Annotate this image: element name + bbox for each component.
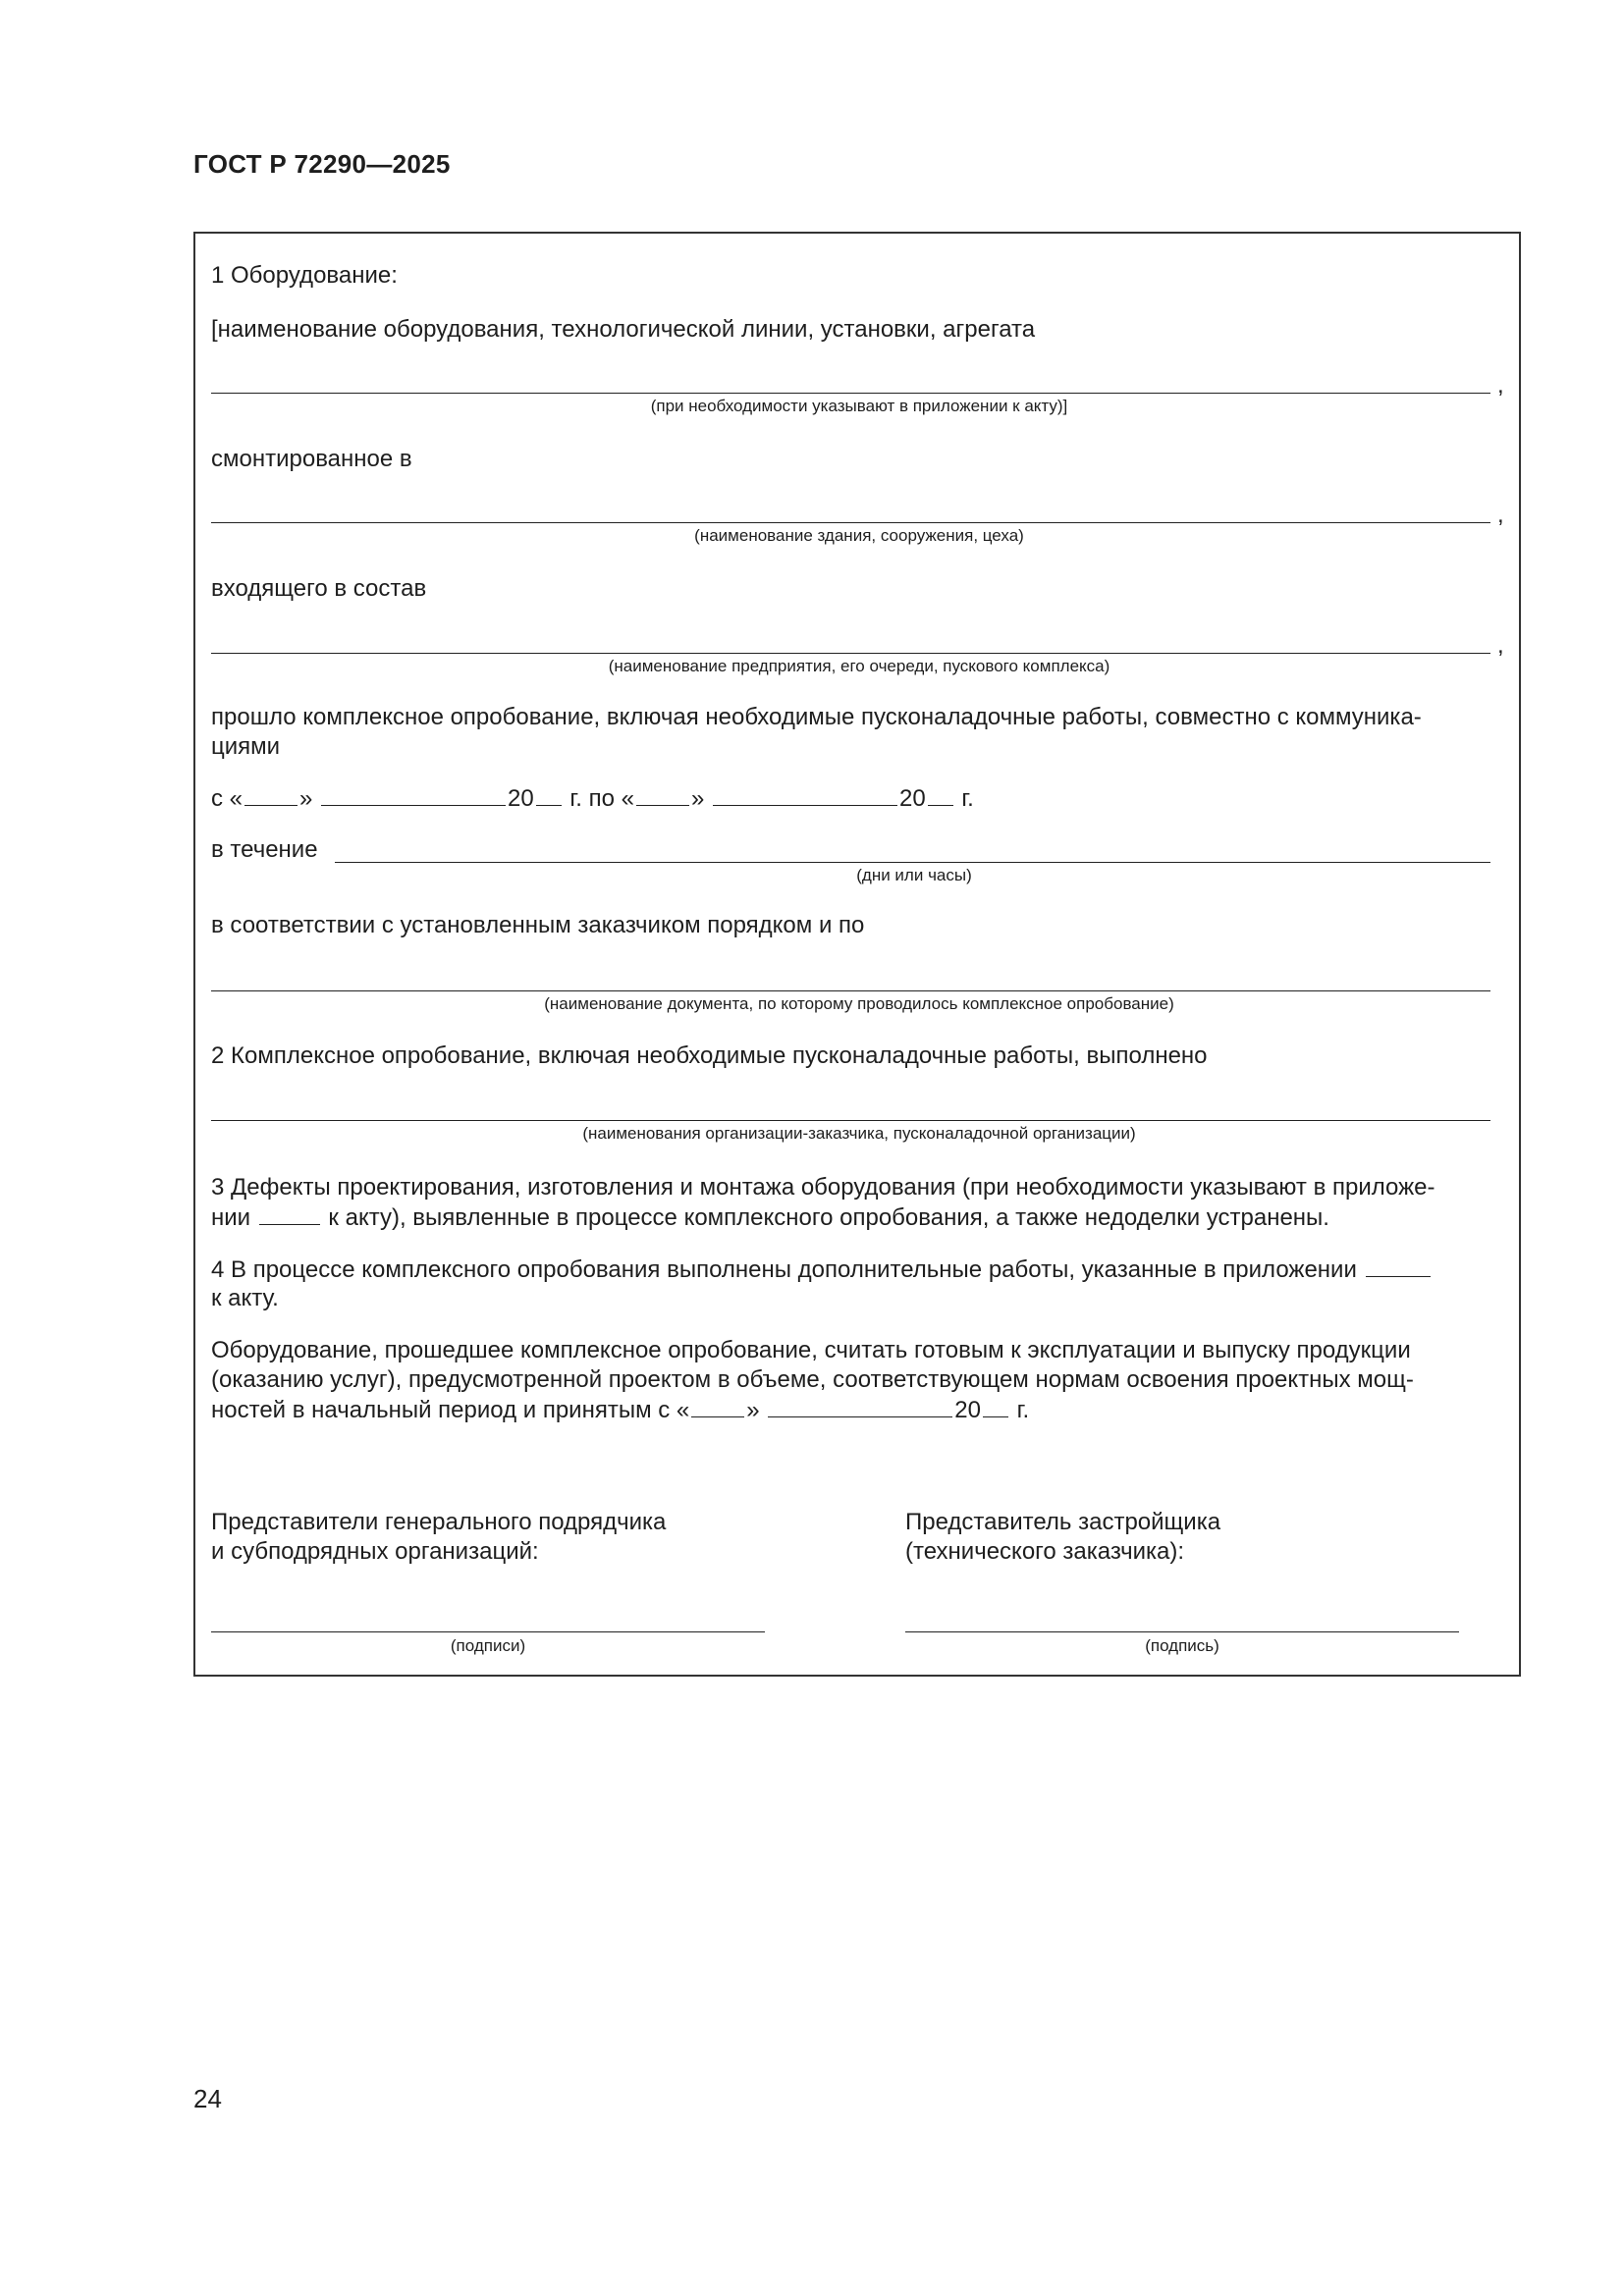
item-3-appendix-number-field[interactable] — [259, 1202, 320, 1225]
item-4-line-1: 4 В процессе комплексного опробования выполнены дополнительные работы, указанные в приложении — [211, 1255, 1433, 1285]
equipment-field-line[interactable] — [211, 393, 1490, 394]
mounted-label: смонтированное в — [211, 446, 412, 472]
item-2-caption: (наименования организации-заказчика, пусконаладочной организации) — [582, 1124, 1136, 1143]
mounted-field-line[interactable] — [211, 522, 1490, 523]
part-of-comma: , — [1497, 632, 1504, 659]
accordance-caption: (наименование документа, по которому проводилось комплексное опробование) — [544, 994, 1174, 1013]
developer-representative-label: Представитель застройщика (технического заказчика): — [905, 1509, 1221, 1565]
equipment-comma: , — [1497, 372, 1504, 399]
item-3-line-2: нии к акту), выявленные в процессе комплексного опробования, а также недоделки устранены. — [211, 1204, 1329, 1231]
duration-field-line[interactable] — [335, 862, 1490, 863]
date-from-month-field[interactable] — [321, 783, 506, 806]
part-of-caption: (наименование предприятия, его очереди, пускового комплекса) — [608, 657, 1110, 675]
part-of-label: входящего в состав — [211, 575, 427, 602]
date-from-year-field[interactable] — [536, 783, 562, 806]
mounted-comma: , — [1497, 502, 1504, 528]
part-of-field-line[interactable] — [211, 653, 1490, 654]
duration-label: в течение — [211, 836, 318, 863]
date-to-day-field[interactable] — [636, 783, 689, 806]
conclusion-line-1: Оборудование, прошедшее комплексное опробование, считать готовым к эксплуатации и выпуску продукции — [211, 1337, 1411, 1363]
testing-date-range: с « » 20 г. по « » 20 г. — [211, 785, 974, 812]
acceptance-month-field[interactable] — [768, 1395, 952, 1417]
document-header: ГОСТ Р 72290—2025 — [193, 149, 451, 179]
date-to-year-field[interactable] — [928, 783, 953, 806]
equipment-caption: (при необходимости указывают в приложении к акту)] — [650, 397, 1068, 415]
acceptance-year-field[interactable] — [983, 1395, 1008, 1417]
testing-text-line-1: прошло комплексное опробование, включая необходимые пусконаладочные работы, совместно с коммуника- — [211, 704, 1422, 730]
conclusion-line-2: (оказанию услуг), предусмотренной проектом в объеме, соответствующем нормам освоения проектных мощ- — [211, 1366, 1414, 1393]
act-form-frame — [193, 232, 1521, 1677]
equipment-label: 1 Оборудование: — [211, 262, 398, 289]
item-4-appendix-number-field[interactable] — [1366, 1255, 1431, 1277]
accordance-field-line[interactable] — [211, 990, 1490, 991]
developer-signature-caption: (подпись) — [1145, 1636, 1219, 1655]
contractor-signature-line[interactable] — [211, 1631, 765, 1632]
testing-text-line-2: циями — [211, 733, 281, 760]
conclusion-line-3: ностей в начальный период и принятым с « » 20 г. — [211, 1397, 1030, 1423]
mounted-caption: (наименование здания, сооружения, цеха) — [694, 526, 1024, 545]
item-3-line-1: 3 Дефекты проектирования, изготовления и монтажа оборудования (при необходимости указывают в приложе- — [211, 1174, 1435, 1201]
contractor-signature-caption: (подписи) — [450, 1636, 526, 1655]
accordance-label: в соответствии с установленным заказчиком порядком и по — [211, 912, 865, 938]
acceptance-day-field[interactable] — [691, 1395, 744, 1417]
item-2-field-line[interactable] — [211, 1120, 1490, 1121]
page-number: 24 — [193, 2084, 222, 2113]
date-from-day-field[interactable] — [244, 783, 298, 806]
item-2-text: 2 Комплексное опробование, включая необходимые пусконаладочные работы, выполнено — [211, 1042, 1208, 1069]
equipment-prompt: [наименование оборудования, технологической линии, установки, агрегата — [211, 316, 1036, 343]
contractor-representatives-label: Представители генерального подрядчика и субподрядных организаций: — [211, 1509, 667, 1565]
item-4-line-2: к акту. — [211, 1285, 279, 1311]
duration-caption: (дни или часы) — [856, 866, 972, 884]
developer-signature-line[interactable] — [905, 1631, 1459, 1632]
date-to-month-field[interactable] — [713, 783, 897, 806]
